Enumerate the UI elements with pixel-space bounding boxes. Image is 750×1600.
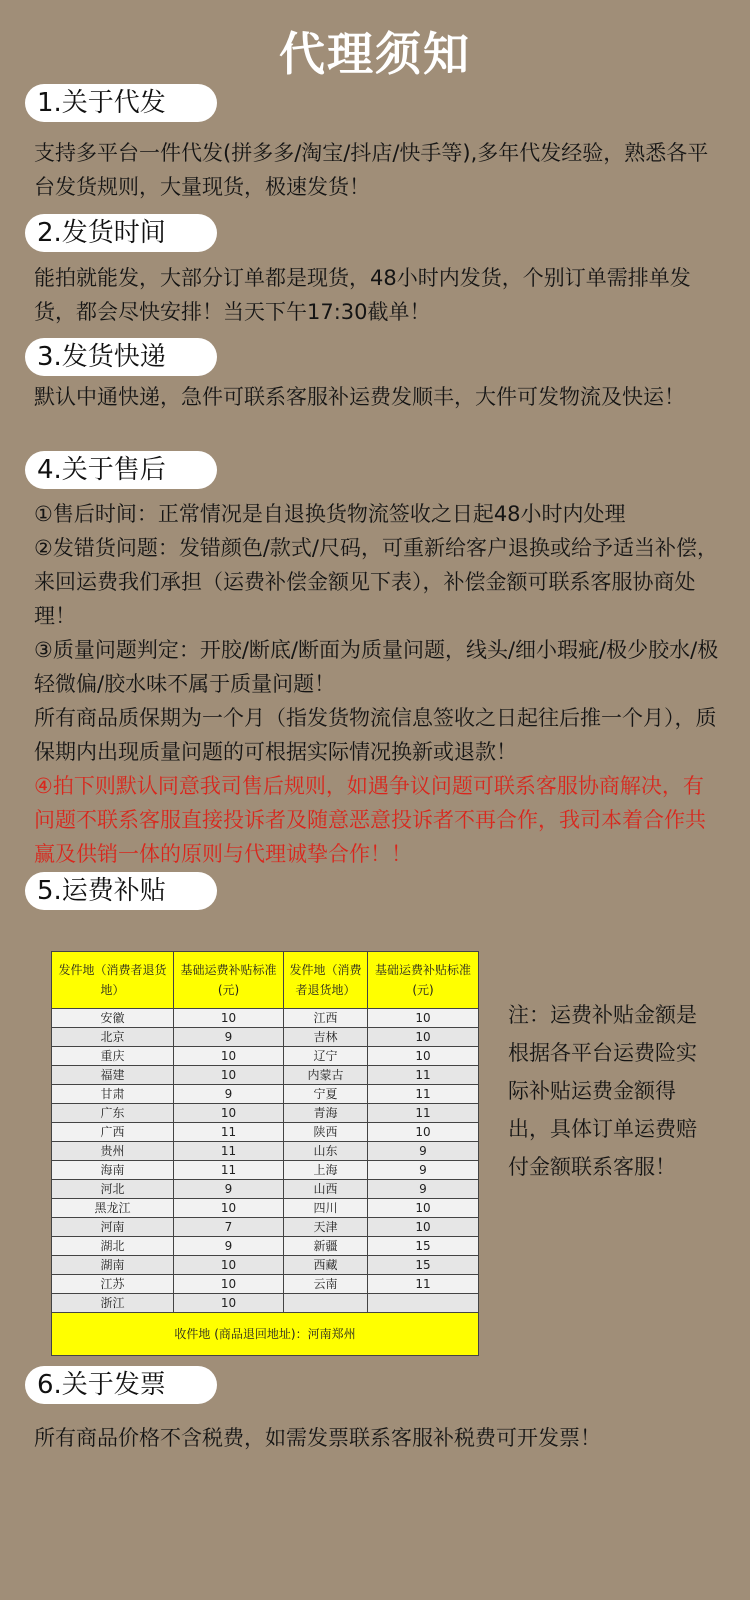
table-row (52, 1237, 479, 1256)
table-cell: 10 (174, 1047, 284, 1066)
after-sales-warranty: 所有商品质保期为一个月（指发货物流信息签收之日起往后推一个月），质保期内出现质量问题的可根据实际情况换新或退款！ (34, 706, 717, 764)
table-row (52, 1256, 479, 1275)
table-cell: 广西 (52, 1123, 174, 1142)
table-cell: 9 (368, 1142, 479, 1161)
page-title: 代理须知 (279, 27, 471, 81)
shipping-subsidy-table (51, 951, 479, 1356)
table-cell: 北京 (52, 1028, 174, 1047)
table-cell: 广东 (52, 1104, 174, 1123)
table-cell: 天津 (284, 1218, 368, 1237)
table-cell: 河南 (52, 1218, 174, 1237)
table-row (52, 1028, 479, 1047)
section-text-after-sales (34, 497, 724, 871)
table-cell: 11 (174, 1161, 284, 1180)
table-cell: 内蒙古 (284, 1066, 368, 1085)
table-cell: 11 (368, 1066, 479, 1085)
table-cell: 辽宁 (284, 1047, 368, 1066)
table-cell: 湖北 (52, 1237, 174, 1256)
section-text-courier: 默认中通快递，急件可联系客服补运费发顺丰，大件可发物流及快运！ (34, 385, 685, 409)
table-cell: 10 (174, 1104, 284, 1123)
table-cell: 10 (174, 1275, 284, 1294)
table-cell: 9 (368, 1180, 479, 1199)
table-cell: 11 (174, 1123, 284, 1142)
table-cell: 黑龙江 (52, 1199, 174, 1218)
after-sales-quality: ③质量问题判定：开胶/断底/断面为质量问题，线头/细小瑕疵/极少胶水/极轻微偏/胶水味不属于质量问题！ (34, 638, 719, 696)
table-row (52, 1199, 479, 1218)
table-cell: 9 (174, 1085, 284, 1104)
table-cell: 山东 (284, 1142, 368, 1161)
after-sales-wrong-item: ②发错货问题：发错颜色/款式/尺码，可重新给客户退换或给予适当补偿，来回运费我们承担（运费补偿金额见下表），补偿金额可联系客服协商处理！ (34, 536, 718, 628)
return-address-cell: 收件地 (商品退回地址)：河南郑州 (52, 1313, 479, 1356)
section-heading-daifa: 1.关于代发 (25, 84, 217, 122)
table-row (52, 1294, 479, 1313)
section-heading-invoice: 6.关于发票 (25, 1366, 217, 1404)
table-cell: 海南 (52, 1161, 174, 1180)
table-row (52, 1161, 479, 1180)
after-sales-rules-warning: ④拍下则默认同意我司售后规则，如遇争议问题可联系客服协商解决，有问题不联系客服直接投诉者及随意恶意投诉者不再合作，我司本着合作共赢及供销一体的原则与代理诚挚合作！！ (34, 774, 706, 866)
table-cell: 甘肃 (52, 1085, 174, 1104)
table-row (52, 1047, 479, 1066)
table-cell: 新疆 (284, 1237, 368, 1256)
section-heading-shipping-subsidy: 5.运费补贴 (25, 872, 217, 910)
table-cell: 青海 (284, 1104, 368, 1123)
table-cell: 安徽 (52, 1009, 174, 1028)
table-cell: 10 (174, 1066, 284, 1085)
subsidy-note: 注：运费补贴金额是根据各平台运费险实际补贴运费金额得出，具体订单运费赔付金额联系客服！ (508, 1003, 697, 1179)
table-cell: 上海 (284, 1161, 368, 1180)
table-cell: 重庆 (52, 1047, 174, 1066)
table-cell: 吉林 (284, 1028, 368, 1047)
table-cell: 10 (368, 1218, 479, 1237)
table-cell: 9 (174, 1028, 284, 1047)
table-cell: 西藏 (284, 1256, 368, 1275)
table-cell: 10 (368, 1047, 479, 1066)
table-cell: 9 (368, 1161, 479, 1180)
table-cell: 江苏 (52, 1275, 174, 1294)
table-cell: 江西 (284, 1009, 368, 1028)
table-cell: 福建 (52, 1066, 174, 1085)
table-row (52, 1104, 479, 1123)
table-cell: 10 (174, 1294, 284, 1313)
table-row (52, 1085, 479, 1104)
section-text-daifa: 支持多平台一件代发(拼多多/淘宝/抖店/快手等),多年代发经验，熟悉各平台发货规则，大量现货，极速发货！ (34, 141, 709, 199)
table-row (52, 1180, 479, 1199)
table-row (52, 1275, 479, 1294)
table-cell: 10 (174, 1199, 284, 1218)
table-cell: 11 (368, 1275, 479, 1294)
table-cell: 河北 (52, 1180, 174, 1199)
table-row (52, 1142, 479, 1161)
table-header-cell: 发件地（消费者退货地） (52, 952, 174, 1009)
table-row (52, 1066, 479, 1085)
table-cell: 山西 (284, 1180, 368, 1199)
table-cell: 10 (368, 1028, 479, 1047)
table-header-cell: 基础运费补贴标准(元) (174, 952, 284, 1009)
table-cell: 15 (368, 1237, 479, 1256)
table-cell: 10 (174, 1009, 284, 1028)
table-cell: 10 (368, 1123, 479, 1142)
table-cell: 宁夏 (284, 1085, 368, 1104)
table-row (52, 1123, 479, 1142)
section-heading-courier: 3.发货快递 (25, 338, 217, 376)
table-row (52, 1009, 479, 1028)
after-sales-time: ①售后时间：正常情况是自退换货物流签收之日起48小时内处理 (34, 502, 626, 526)
table-footer-row (52, 1313, 479, 1356)
table-cell: 9 (174, 1237, 284, 1256)
table-cell (368, 1294, 479, 1313)
table-header-row (52, 952, 479, 1009)
section-text-invoice: 所有商品价格不含税费，如需发票联系客服补税费可开发票！ (34, 1426, 601, 1450)
table-cell: 10 (368, 1199, 479, 1218)
table-cell: 四川 (284, 1199, 368, 1218)
table-cell: 10 (174, 1256, 284, 1275)
table-cell: 7 (174, 1218, 284, 1237)
table-cell: 湖南 (52, 1256, 174, 1275)
table-cell: 11 (368, 1104, 479, 1123)
table-header-cell: 发件地（消费者退货地） (284, 952, 368, 1009)
table-cell: 10 (368, 1009, 479, 1028)
table-cell: 11 (368, 1085, 479, 1104)
table-cell: 11 (174, 1142, 284, 1161)
table-cell: 浙江 (52, 1294, 174, 1313)
table-row (52, 1218, 479, 1237)
table-cell: 云南 (284, 1275, 368, 1294)
table-body (52, 1009, 479, 1313)
section-heading-after-sales: 4.关于售后 (25, 451, 217, 489)
section-text-shipping-time: 能拍就能发，大部分订单都是现货，48小时内发货，个别订单需排单发货，都会尽快安排！当天下午17:30截单！ (34, 266, 691, 324)
section-heading-shipping-time: 2.发货时间 (25, 214, 217, 252)
table-header-cell: 基础运费补贴标准(元) (368, 952, 479, 1009)
table-cell (284, 1294, 368, 1313)
table-cell: 9 (174, 1180, 284, 1199)
table-cell: 15 (368, 1256, 479, 1275)
table-cell: 陕西 (284, 1123, 368, 1142)
table-cell: 贵州 (52, 1142, 174, 1161)
